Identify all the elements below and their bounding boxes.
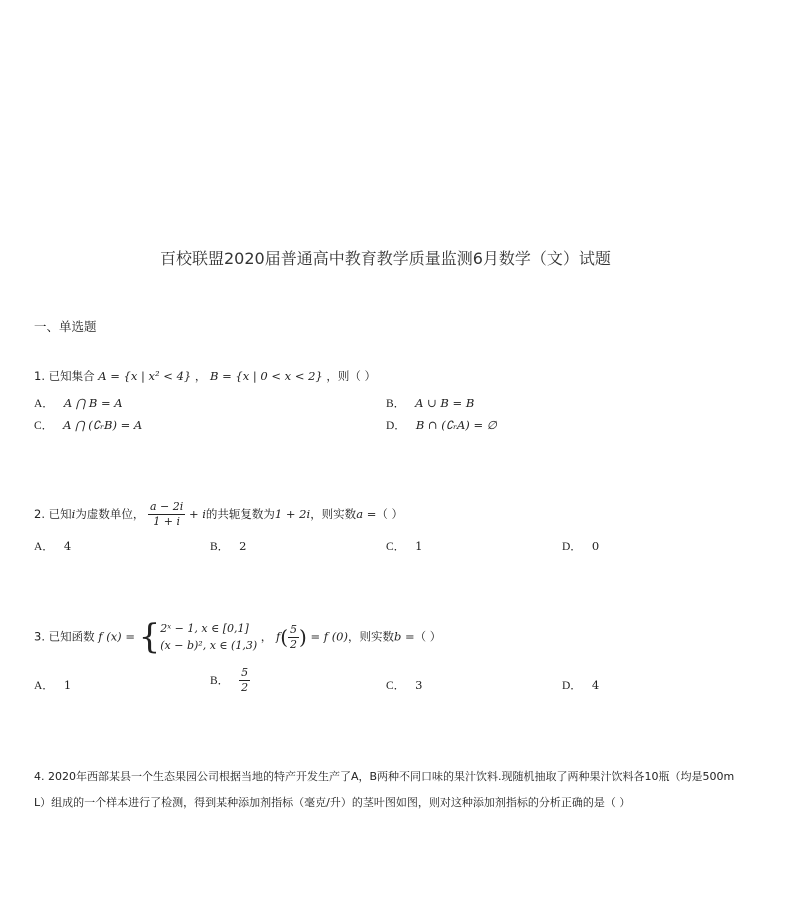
option-expression: 2 bbox=[239, 539, 247, 553]
conjugate-value: 1 + 2i bbox=[274, 507, 311, 521]
option-b[interactable] bbox=[210, 538, 247, 554]
question-line-1: 4. 2020年西部某县一个生态果园公司根据当地的特产开发生产了A，B两种不同口味的果汁饮料.现随机抽取了两种果汁饮料各10瓶（均是500m bbox=[34, 770, 735, 783]
option-c[interactable] bbox=[386, 538, 423, 554]
set-b-expression: B = {x | 0 < x < 2} bbox=[210, 369, 323, 383]
option-a[interactable] bbox=[34, 677, 71, 693]
question-text-end: ，则（ ） bbox=[326, 369, 377, 383]
fraction bbox=[288, 623, 299, 652]
option-expression: B ∩ (∁ᵣA) = ∅ bbox=[415, 418, 497, 432]
question-text: ，则实数 bbox=[347, 629, 394, 644]
right-paren: ) bbox=[299, 625, 307, 649]
option-expression: A ⋂ (∁ᵣB) = A bbox=[63, 418, 143, 432]
option-d[interactable] bbox=[562, 538, 599, 554]
function-name: f (x) = bbox=[98, 629, 135, 644]
fraction-numerator: 5 bbox=[290, 622, 298, 636]
option-c[interactable] bbox=[34, 417, 142, 433]
separator: ， bbox=[260, 629, 273, 644]
option-expression: 4 bbox=[63, 539, 72, 553]
option-expression: 1 bbox=[63, 678, 72, 692]
question-text: 的共轭复数为 bbox=[205, 507, 275, 521]
option-label: D． bbox=[562, 680, 582, 692]
question-number: 1. bbox=[34, 369, 45, 383]
option-c[interactable] bbox=[386, 677, 423, 693]
option-label: D． bbox=[386, 420, 406, 432]
section-heading: 一、单选题 bbox=[34, 319, 97, 334]
option-label: C． bbox=[34, 420, 54, 432]
variable: a = bbox=[356, 507, 377, 521]
option-b[interactable] bbox=[386, 395, 474, 411]
option-expression: 4 bbox=[591, 678, 600, 692]
option-label: A． bbox=[34, 398, 54, 410]
option-label: C． bbox=[386, 541, 406, 553]
question-text-end: （ ） bbox=[376, 507, 403, 521]
option-label: A． bbox=[34, 680, 54, 692]
equation-right: = f (0) bbox=[310, 629, 348, 644]
fraction-numerator: a − 2i bbox=[149, 500, 184, 513]
set-a-expression: A = {x | x² < 4} bbox=[98, 369, 192, 383]
question-text: 已知集合 bbox=[48, 369, 95, 383]
fraction-denominator: 2 bbox=[241, 681, 249, 694]
fraction-numerator: 5 bbox=[241, 666, 249, 679]
question-4-stem bbox=[34, 764, 764, 816]
option-label: B． bbox=[210, 541, 230, 553]
fraction-denominator: 1 + i bbox=[153, 515, 180, 528]
option-a[interactable] bbox=[34, 395, 123, 411]
question-line-2: L）组成的一个样本进行了检测，得到某种添加剂指标（毫克/升）的茎叶图如图，则对这种添加剂指标的分析正确的是（ ） bbox=[34, 796, 631, 809]
fraction-denominator: 2 bbox=[290, 637, 298, 651]
question-text: ，则实数 bbox=[310, 507, 357, 521]
question-1-stem bbox=[34, 368, 376, 384]
question-text: 已知函数 bbox=[48, 629, 95, 644]
option-expression: 3 bbox=[415, 678, 423, 692]
question-number: 3. bbox=[34, 629, 45, 644]
option-a[interactable] bbox=[34, 538, 71, 554]
option-expression: 0 bbox=[591, 539, 600, 553]
separator: ， bbox=[194, 369, 207, 383]
piecewise-cases bbox=[160, 620, 257, 654]
variable: b = bbox=[393, 629, 415, 644]
option-label: B． bbox=[386, 398, 406, 410]
question-number: 2. bbox=[34, 507, 45, 521]
question-3-stem bbox=[34, 617, 442, 657]
option-label: B． bbox=[210, 675, 230, 687]
option-label: D． bbox=[562, 541, 582, 553]
question-text-end: （ ） bbox=[414, 629, 442, 644]
question-text: 为虚数单位， bbox=[75, 507, 145, 521]
option-expression: 1 bbox=[415, 539, 423, 553]
option-label: C． bbox=[386, 680, 406, 692]
case-1: 2ˣ − 1, x ∈ [0,1] bbox=[160, 622, 249, 635]
left-brace: { bbox=[138, 617, 161, 657]
function-f: f bbox=[275, 629, 281, 644]
plus-i: + i bbox=[188, 507, 206, 521]
page-title: 百校联盟2020届普通高中教育教学质量监测6月数学（文）试题 bbox=[160, 249, 611, 268]
case-2: (x − b)², x ∈ (1,3) bbox=[160, 639, 258, 652]
left-paren: ( bbox=[280, 625, 289, 649]
option-d[interactable] bbox=[562, 677, 599, 693]
option-label: A． bbox=[34, 541, 54, 553]
fraction bbox=[148, 500, 185, 529]
option-b[interactable] bbox=[210, 666, 250, 695]
fraction bbox=[239, 666, 250, 695]
question-2-stem bbox=[34, 500, 403, 529]
option-expression: A ∪ B = B bbox=[415, 396, 475, 410]
imaginary-unit: i bbox=[71, 507, 76, 521]
question-text: 已知 bbox=[48, 507, 72, 521]
option-d[interactable] bbox=[386, 417, 497, 433]
option-expression: A ⋂ B = A bbox=[63, 396, 123, 410]
